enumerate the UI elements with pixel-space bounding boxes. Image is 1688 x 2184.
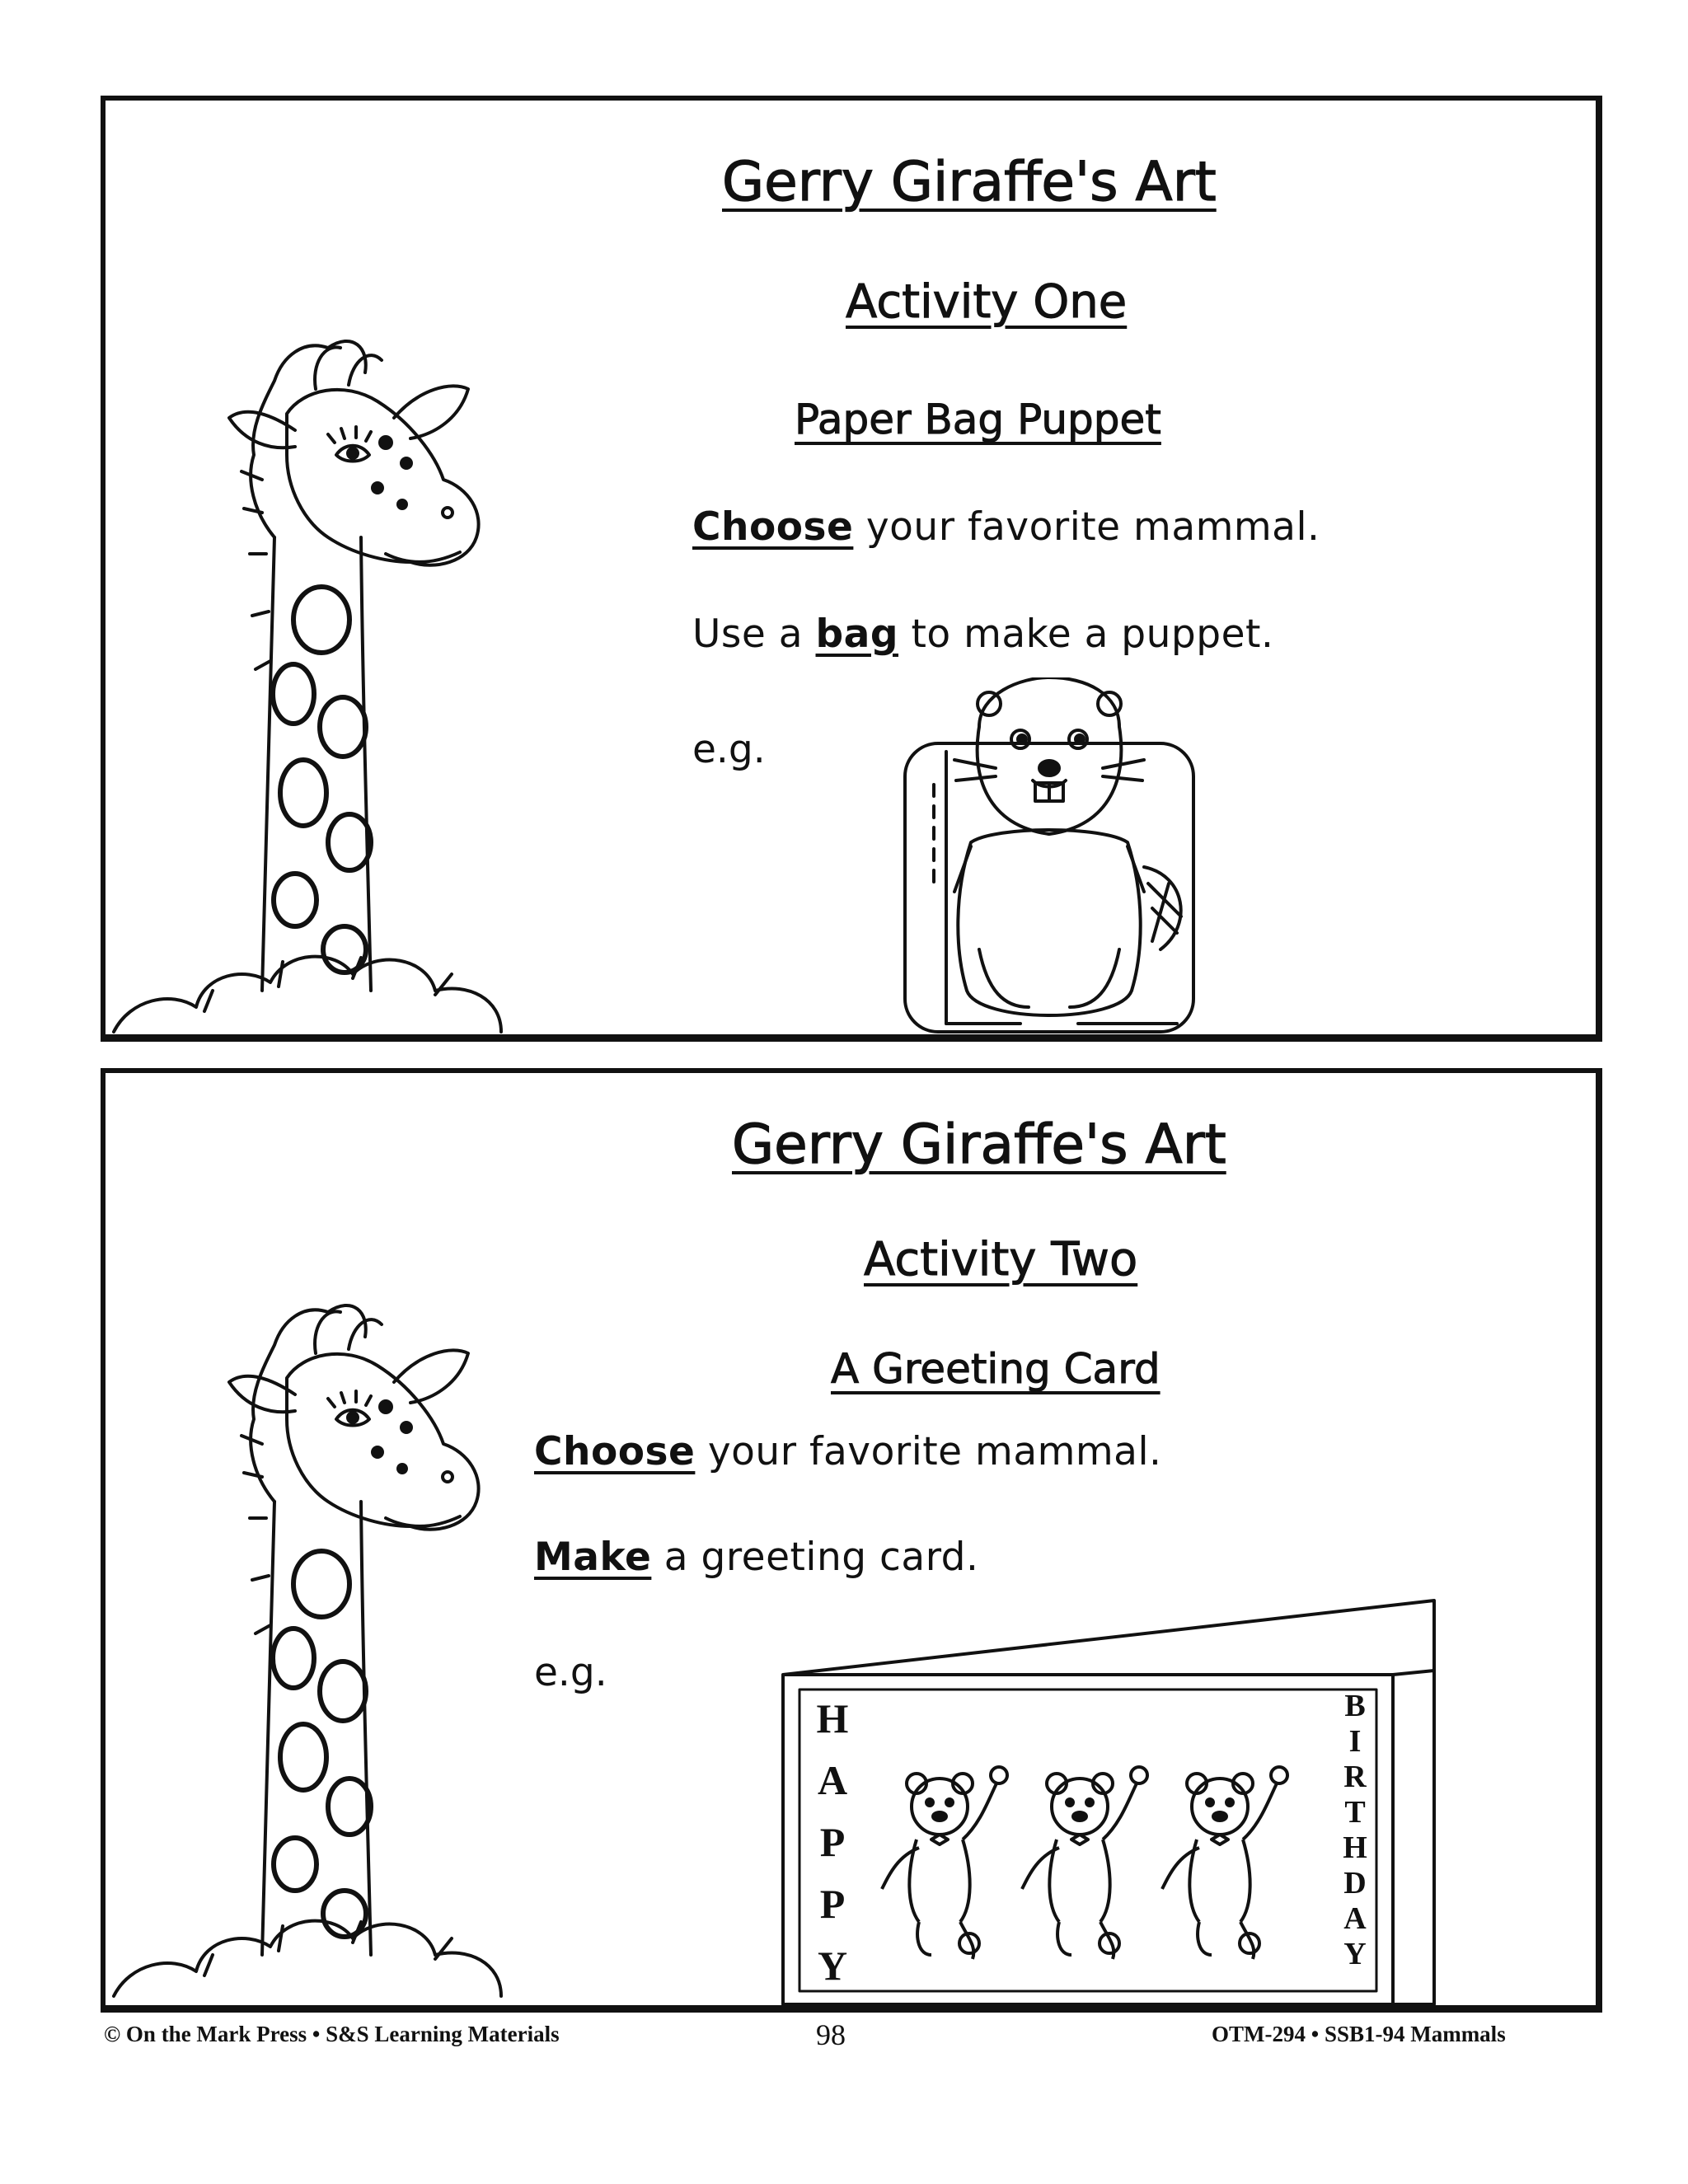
instruction-verb: bag [815, 612, 899, 657]
instruction-text: a greeting card. [651, 1535, 979, 1580]
card-letter: Y [817, 1943, 848, 1989]
card-letter: I [1348, 1724, 1362, 1759]
footer-publisher: © On the Mark Press • S&S Learning Materials [104, 2022, 560, 2046]
instruction-verb: Choose [692, 504, 854, 550]
instruction-verb: Make [534, 1535, 652, 1580]
instruction-text: Use a [692, 612, 816, 657]
example-label: e.g. [692, 727, 766, 772]
footer-product-code: OTM-294 • SSB1-94 Mammals [1212, 2022, 1506, 2046]
card-letter: H [1343, 1830, 1367, 1865]
card-letter: P [819, 1819, 846, 1865]
card-letter: A [817, 1757, 848, 1803]
card-letter: R [1343, 1760, 1367, 1794]
instruction-verb: Choose [534, 1429, 696, 1474]
bears-greeting-card-illustration [775, 1592, 1500, 2013]
instruction-line-1 [692, 504, 1320, 550]
beaver-puppet-illustration [897, 677, 1210, 1040]
instruction-line-1 [534, 1429, 1162, 1474]
activity-heading: Activity Two [864, 1233, 1138, 1286]
project-heading: Paper Bag Puppet [795, 396, 1161, 443]
card-letter: A [1343, 1901, 1367, 1936]
birthday-letters [1343, 1689, 1367, 1971]
giraffe-illustration [106, 1230, 617, 2004]
instruction-line-2 [692, 612, 1273, 657]
card-letter: D [1343, 1866, 1367, 1900]
page-number: 98 [816, 2018, 846, 2051]
card-letter: P [819, 1881, 846, 1927]
instruction-text: your favorite mammal. [695, 1429, 1162, 1474]
instruction-text: to make a puppet. [898, 612, 1274, 657]
activity-one-panel [101, 96, 1602, 1042]
instruction-text: your favorite mammal. [853, 504, 1320, 550]
panel-title: Gerry Giraffe's Art [732, 1113, 1226, 1176]
card-letter: B [1344, 1689, 1366, 1723]
card-letter: Y [1343, 1937, 1367, 1971]
giraffe-illustration [106, 265, 617, 1040]
activity-heading: Activity One [846, 275, 1128, 329]
example-label: e.g. [534, 1650, 607, 1695]
happy-letters [817, 1695, 849, 1989]
panel-title: Gerry Giraffe's Art [722, 150, 1217, 213]
card-letter: H [816, 1695, 849, 1741]
project-heading: A Greeting Card [831, 1345, 1160, 1393]
activity-two-panel [101, 1068, 1602, 2013]
card-letter: T [1344, 1795, 1366, 1830]
